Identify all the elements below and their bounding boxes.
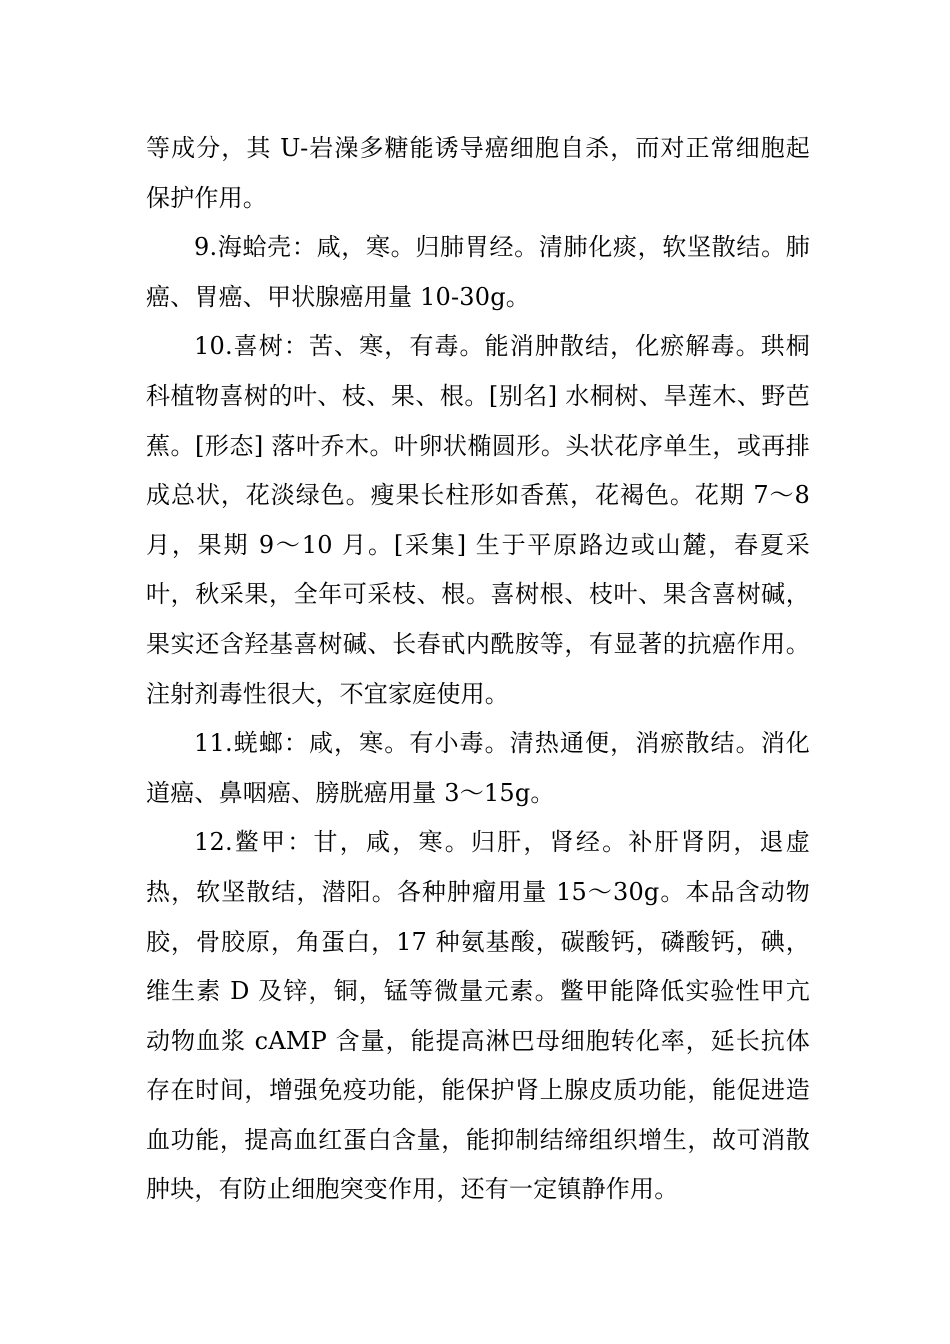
paragraph-item-10: 10.喜树：苦、寒，有毒。能消肿散结，化瘀解毒。珙桐科植物喜树的叶、枝、果、根。[别名] 水桐树、旱莲木、野芭蕉。[形态] 落叶乔木。叶卵状椭圆形。头状花序单生，或再排成总状，花淡绿色。瘦果长柱形如香蕉，花褐色。花期 7～8 月，果期 9～10 月。[采集] 生于平原路边或山麓，春夏采叶，秋采果，全年可采枝、根。喜树根、枝叶、果含喜树碱，果实还含羟基喜树碱、长春甙内酰胺等，有显著的抗癌作用。注射剂毒性很大，不宜家庭使用。	[146, 332, 810, 708]
paragraph-item-9: 9.海蛤壳：咸，寒。归肺胃经。清肺化痰，软坚散结。肺癌、胃癌、甲状腺癌用量 10-30g。	[146, 233, 810, 311]
paragraph-continuation: 等成分，其 U-岩澡多糖能诱导癌细胞自杀，而对正常细胞起保护作用。	[146, 134, 810, 212]
body-text	[146, 124, 810, 1215]
paragraph-item-12: 12.鳖甲：甘，咸，寒。归肝，肾经。补肝肾阴，退虚热，软坚散结，潜阳。各种肿瘤用量 15～30g。本品含动物胶，骨胶原，角蛋白，17 种氨基酸，碳酸钙，磷酸钙，碘，维生素 D 及锌，铜，锰等微量元素。鳖甲能降低实验性甲亢动物血浆 cAMP 含量，能提高淋巴母细胞转化率，延长抗体存在时间，增强免疫功能，能保护肾上腺皮质功能，能促进造血功能，提高血红蛋白含量，能抑制结缔组织增生，故可消散肿块，有防止细胞突变作用，还有一定镇静作用。	[146, 828, 810, 1204]
paragraph-item-11: 11.蜣螂：咸，寒。有小毒。清热通便，消瘀散结。消化道癌、鼻咽癌、膀胱癌用量 3～15g。	[146, 729, 810, 807]
